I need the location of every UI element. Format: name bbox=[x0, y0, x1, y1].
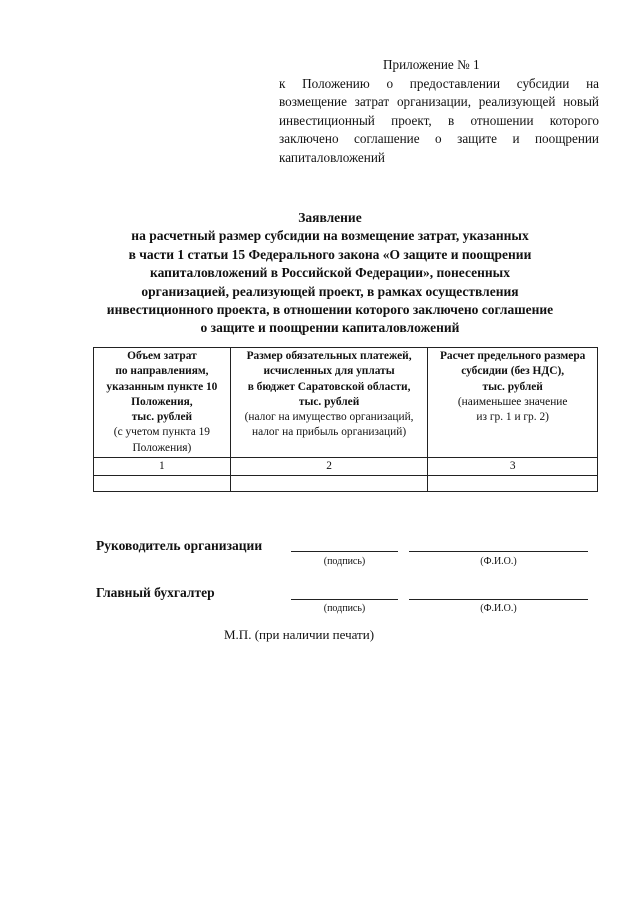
appendix-header bbox=[279, 56, 599, 168]
head-name-caption: (Ф.И.О.) bbox=[480, 556, 517, 567]
table-cell-subsidy[interactable] bbox=[428, 476, 598, 492]
table-header-row bbox=[94, 348, 598, 458]
column-header-payments: Размер обязательных платежей, исчисленных для уплаты в бюджет Саратовской области, тыс. рублей (налог на имущество организаций, налог на прибыль организаций) bbox=[230, 348, 428, 458]
title-line: организацией, реализующей проект, в рамках осуществления bbox=[141, 283, 519, 299]
accountant-signature-caption: (подпись) bbox=[323, 603, 366, 614]
table-row bbox=[94, 476, 598, 492]
accountant-name-line[interactable] bbox=[409, 599, 588, 600]
appendix-text: к Положению о предоставлении субсидии на возмещение затрат организации, реализующей новый инвестиционный проект, в отношении которого заключено соглашение о защите и поощрении капиталовложений bbox=[279, 75, 599, 165]
head-signature-line[interactable] bbox=[291, 551, 398, 552]
column-header-costs: Объем затрат по направлениям, указанным пункте 10 Положения, тыс. рублей (с учетом пункта 19 Положения) bbox=[94, 348, 231, 458]
document-title bbox=[80, 209, 580, 338]
head-signature-label: Руководитель организации bbox=[96, 538, 263, 553]
column-header-subsidy: Расчет предельного размера субсидии (без НДС), тыс. рублей (наименьшее значение из гр. 1 и гр. 2) bbox=[428, 348, 598, 458]
column-index: 2 bbox=[230, 458, 428, 476]
accountant-signature-label: Главный бухгалтер bbox=[96, 585, 215, 600]
title-line: на расчетный размер субсидии на возмещение затрат, указанных bbox=[131, 228, 529, 244]
costs-table bbox=[93, 347, 598, 492]
accountant-signature-line[interactable] bbox=[291, 599, 398, 600]
column-index: 3 bbox=[428, 458, 598, 476]
title-line: в части 1 статьи 15 Федерального закона «О защите и поощрении bbox=[128, 246, 532, 262]
title-line: о защите и поощрении капиталовложений bbox=[200, 320, 460, 336]
table-cell-payments[interactable] bbox=[230, 476, 428, 492]
table-cell-costs[interactable] bbox=[94, 476, 231, 492]
title-heading: Заявление bbox=[298, 210, 362, 225]
head-signature-caption: (подпись) bbox=[323, 556, 366, 567]
head-name-line[interactable] bbox=[409, 551, 588, 552]
accountant-name-caption: (Ф.И.О.) bbox=[480, 603, 517, 614]
appendix-number: Приложение № 1 bbox=[383, 57, 480, 72]
table-index-row bbox=[94, 458, 598, 476]
stamp-note: М.П. (при наличии печати) bbox=[224, 627, 375, 642]
column-index: 1 bbox=[94, 458, 231, 476]
title-line: инвестиционного проекта, в отношении которого заключено соглашение bbox=[106, 302, 554, 318]
title-line: капиталовложений в Российской Федерации», понесенных bbox=[150, 265, 510, 281]
